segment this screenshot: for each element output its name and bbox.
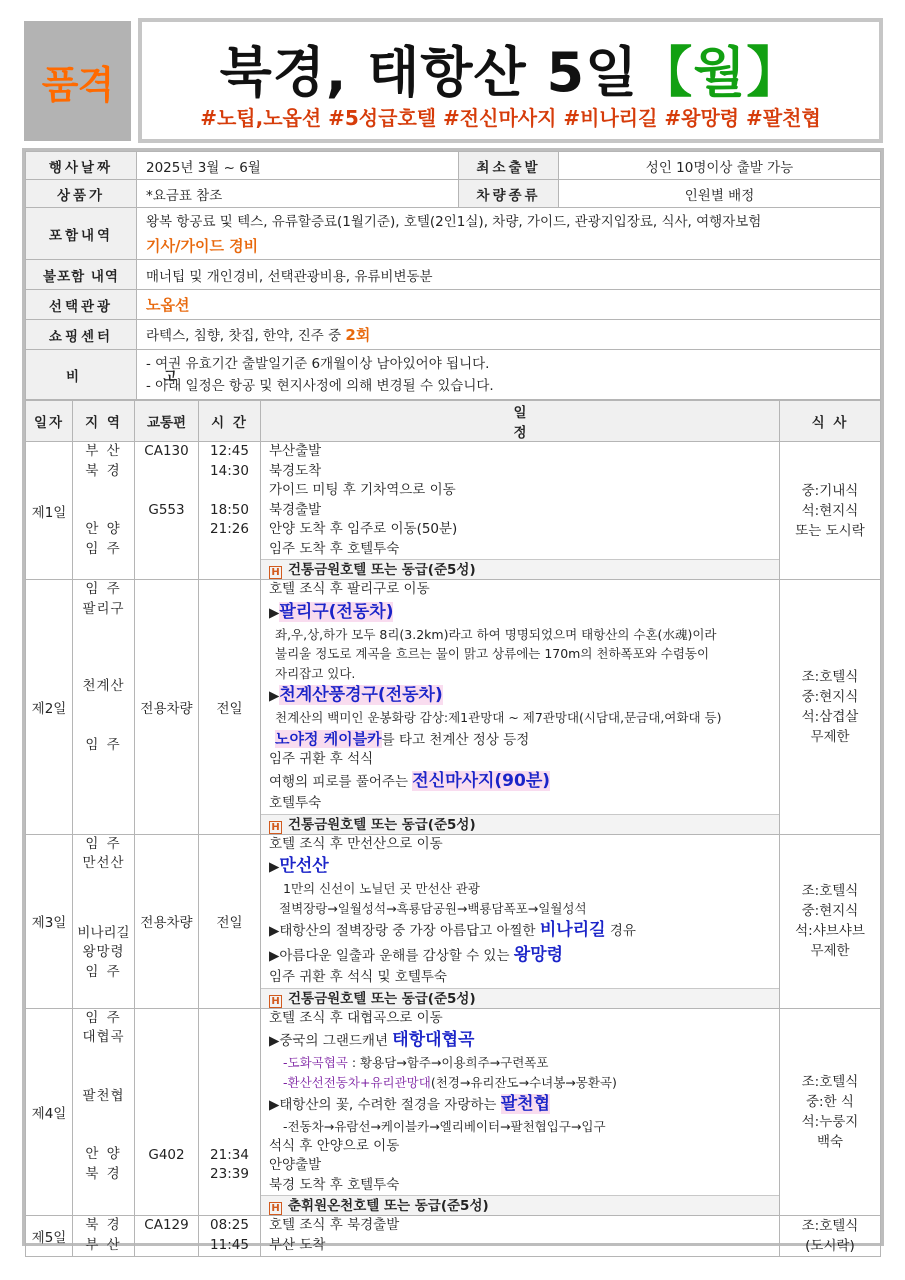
- attraction-cheongyesan: 천계산풍경구(전동차): [279, 685, 443, 705]
- schedule-line: 경유: [605, 923, 636, 939]
- location: 임 주: [85, 1009, 122, 1026]
- day3-meals: [780, 834, 881, 1008]
- day1-times: [199, 442, 261, 580]
- day-row-3: [26, 834, 881, 1008]
- location: 안 양: [85, 1146, 122, 1162]
- hotel-name: 건통금원호텔 또는 동급(준5성): [288, 816, 476, 833]
- schedule-line: ▶아름다운 일출과 운해를 감상할 수 있는: [269, 948, 514, 964]
- day-row-4: [26, 1008, 881, 1216]
- description-line: -전동차→유람선→케이블카→엘리베이터→팔천협입구→입구: [283, 1119, 606, 1134]
- hotel-icon: H: [269, 1202, 282, 1215]
- day5-transport: [135, 1216, 199, 1257]
- note-label: 비 고: [26, 350, 137, 400]
- description-line: 절벽장랑→일월성석→흑룡담공원→백룡담폭포→일월성석: [279, 900, 587, 916]
- time: 08:25: [210, 1217, 249, 1233]
- attraction-palligu: 팔리구(전동차): [279, 601, 394, 622]
- description-line: : 황용담→함주→이용희주→구련폭포: [347, 1055, 549, 1070]
- location: 임 주: [85, 581, 122, 597]
- include-value-extra: 기사/가이드 경비: [146, 236, 259, 255]
- massage-highlight: 전신마사지(90분): [412, 771, 551, 791]
- location: 북 경: [85, 1165, 122, 1182]
- sub-attraction: -환산선전동차+유리관망대: [283, 1074, 431, 1090]
- day-label: 제3일: [26, 834, 73, 1008]
- schedule-line: 안양출발: [269, 1157, 322, 1173]
- meal-line: 조:호텔식: [801, 1218, 859, 1234]
- day-label: 제2일: [26, 580, 73, 835]
- meal-line: 중:기내식: [801, 482, 859, 499]
- shop-value: 라텍스, 침향, 찻집, 한약, 진주 중: [146, 328, 346, 344]
- location: 안 양: [85, 521, 122, 537]
- location: 부 산: [85, 1236, 122, 1253]
- itinerary-header-row: [26, 401, 881, 442]
- location: 임 주: [85, 835, 122, 852]
- day2-meals: [780, 580, 881, 835]
- itinerary-table: [25, 400, 881, 1257]
- taihang-canyon-highlight: 태항대협곡: [392, 1030, 475, 1050]
- cable-car-highlight: 노야정 케이블카: [275, 729, 382, 748]
- schedule-line: 호텔 조식 후 팔리구로 이동: [269, 581, 430, 597]
- flight-number: CA130: [144, 443, 189, 459]
- description-line: 자리잡고 있다.: [275, 665, 356, 681]
- hotel-icon: H: [269, 566, 282, 579]
- include-label: 포함내역: [26, 208, 137, 260]
- meal-line: 석:현지식: [801, 502, 859, 519]
- price-value: *요금표 참조: [137, 180, 459, 208]
- time: 21:34: [210, 1146, 249, 1163]
- period-value: 2025년 3월 ~ 6월: [137, 152, 459, 180]
- train-number: G402: [148, 1146, 185, 1163]
- time: 14:30: [210, 462, 249, 479]
- shop-label: 쇼핑센터: [26, 320, 137, 350]
- hotel-name: 건통금원호텔 또는 동급(준5성): [288, 562, 476, 578]
- schedule-line: 부산 도착: [269, 1236, 326, 1253]
- schedule-line: 임주 도착 후 호텔투숙: [269, 540, 400, 557]
- badge-box: [24, 21, 131, 141]
- hotel-icon: H: [269, 995, 282, 1008]
- location: 팔천협: [82, 1087, 125, 1104]
- day-row-2: [26, 580, 881, 835]
- location: 천계산: [82, 678, 125, 694]
- schedule-line: 북경 도착 후 호텔투숙: [269, 1176, 400, 1193]
- day4-times: [199, 1008, 261, 1216]
- schedule-line: 부산출발: [269, 443, 322, 459]
- description-line: 불리울 정도로 계곡을 흐르는 물이 맑고 상류에는 170m의 천하폭포와 수렴동이: [275, 646, 710, 661]
- day1-transport: [135, 442, 199, 580]
- location: 만선산: [82, 855, 125, 871]
- day2-time: 전일: [199, 580, 261, 835]
- schedule-line: 북경출발: [269, 501, 322, 518]
- time: 21:26: [210, 521, 249, 537]
- vehicle-value: 인원별 배정: [559, 180, 881, 208]
- shop-count: 2회: [345, 326, 371, 344]
- day2-locations: [73, 580, 135, 835]
- day-label: 제5일: [26, 1216, 73, 1257]
- day1-locations: [73, 442, 135, 580]
- day5-times: [199, 1216, 261, 1257]
- location: 비나리길: [77, 924, 130, 941]
- day-label: 제1일: [26, 442, 73, 580]
- head-meal: 식 사: [780, 401, 881, 442]
- meal-line: 조:호텔식: [801, 668, 859, 685]
- day5-schedule: [261, 1216, 780, 1257]
- head-schedule: 일 정: [261, 401, 780, 442]
- note-line-2: - 아래 일정은 항공 및 현지사정에 의해 변경될 수 있습니다.: [146, 377, 494, 394]
- title-box: [138, 18, 883, 143]
- wangmangryeong-highlight: 왕망령: [513, 945, 564, 965]
- schedule-line: 안양 도착 후 임주로 이동(50분): [269, 521, 458, 537]
- time: 23:39: [210, 1166, 249, 1182]
- attraction-manseonsan: 만선산: [279, 856, 329, 876]
- document-frame: [22, 148, 884, 1254]
- location: 임 주: [85, 540, 122, 557]
- schedule-line: ▶태항산의 꽃, 수려한 절경을 자랑하는: [269, 1097, 501, 1113]
- meal-line: 중:한 식: [806, 1093, 854, 1110]
- schedule-line: 북경도착: [269, 462, 322, 479]
- schedule-line: ▶태항산의 절벽장랑 중 가장 아름답고 아찔한: [269, 923, 540, 939]
- include-value: 왕복 항공료 및 텍스, 유류할증료(1월기준), 호텔(2인1실), 차량, 가이드, 관광지입장료, 식사, 여행자보험: [146, 213, 762, 230]
- schedule-line: 임주 귀환 후 석식 및 호텔투숙: [269, 969, 447, 985]
- flight-number: CA129: [144, 1217, 189, 1233]
- meal-line: 석:샤브샤브: [795, 923, 865, 939]
- hashtag-subtitle: #노팁,노옵션 #5성급호텔 #전신마사지 #비나리길 #왕망령 #팔천협: [200, 106, 821, 130]
- option-label: 선택관광: [26, 290, 137, 320]
- meal-line: 중:현지식: [801, 903, 859, 919]
- day-row-5: [26, 1216, 881, 1257]
- meal-line: 무제한: [810, 728, 850, 745]
- day-row-1: [26, 442, 881, 580]
- meal-line: (도시락): [805, 1238, 855, 1254]
- hotel-name: 춘휘원온천호텔 또는 동급(준5성): [288, 1198, 489, 1214]
- head-time: 시 간: [199, 401, 261, 442]
- schedule-line: 임주 귀환 후 석식: [269, 750, 374, 767]
- meal-line: 석:누룽지: [801, 1113, 859, 1130]
- day4-transport: [135, 1008, 199, 1216]
- schedule-line: 여행의 피로를 풀어주는: [269, 774, 413, 790]
- hotel-name: 건통금원호텔 또는 동급(준5성): [288, 990, 476, 1007]
- day4-locations: [73, 1008, 135, 1216]
- time: 12:45: [210, 443, 249, 459]
- badge-text: 품격: [41, 62, 114, 107]
- day1-meals: [780, 442, 881, 580]
- info-table: [25, 151, 881, 400]
- schedule-line: 호텔 조식 후 대협곡으로 이동: [269, 1009, 443, 1026]
- min-label: 최소출발: [459, 152, 559, 180]
- hotel-line: [261, 559, 779, 579]
- schedule-line: 호텔 조식 후 북경출발: [269, 1217, 400, 1233]
- hotel-line: [261, 814, 779, 834]
- day5-locations: [73, 1216, 135, 1257]
- meal-line: 백숙: [816, 1133, 844, 1150]
- day3-schedule: 호텔 조식 후 만선산으로 이동 ▶만선산 1만의 신선이 노닐던 곳 만선산 관광 절벽장랑→일월성석→흑룡담공원→백룡담폭포→일월성석 ▶태항산의 절벽장랑 중 가장 아름답고 아찔한 비나리길 경유 ▶아름다운 일출과 운해를 감상할 수 있는 왕망령 임주 귀환 후 석식 및 호텔투숙 H 건통금원호텔 또는 동급(준5성): [261, 834, 780, 1008]
- location: 대협곡: [82, 1029, 125, 1045]
- note-line-1: - 여권 유효기간 출발일기준 6개월이상 남아있어야 됩니다.: [146, 355, 490, 372]
- day4-schedule: [261, 1008, 780, 1216]
- location: 팔리구: [82, 600, 125, 617]
- location: 북 경: [85, 462, 122, 479]
- head-region: 지 역: [73, 401, 135, 442]
- sub-attraction: -도화곡협곡: [283, 1055, 348, 1070]
- location: 임 주: [85, 963, 122, 980]
- schedule-line: 석식 후 안양으로 이동: [269, 1137, 400, 1154]
- option-value: 노옵션: [137, 290, 881, 320]
- schedule-line: ▶중국의 그랜드캐년: [269, 1033, 393, 1049]
- head-day: 일자: [26, 401, 73, 442]
- hotel-line: [261, 988, 779, 1008]
- exclude-value: 매너팁 및 개인경비, 선택관광비용, 유류비변동분: [137, 260, 881, 290]
- title-main: 북경, 태항산 5일: [219, 41, 639, 104]
- location: 임 주: [85, 736, 122, 753]
- day-label: 제4일: [26, 1008, 73, 1216]
- price-label: 상품가: [26, 180, 137, 208]
- day2-schedule: 호텔 조식 후 팔리구로 이동 ▶팔리구(전동차) 좌,우,상,하가 모두 8리(3.2km)라고 하여 명명되었으며 태항산의 수혼(水魂)이라 불리울 정도로 계곡을 흐르는 물이 맑고 상류에는 170m의 천하폭포와 수렴동이 자리잡고 있다. ▶천계산풍경구(전동차) 천계산의 백미인 운봉화랑 감상:제1관망대 ~ 제7관망대(시담대,문금대,여화대 등) 노야정 케이블카를 타고 천계산 정상 등정 임주 귀환 후 석식 여행의 피로를 풀어주는 전신마사지(90분) 호텔투숙 H 건통금원호텔 또는 동급(준5성): [261, 580, 780, 835]
- note-cell: [137, 350, 881, 400]
- schedule-line: 호텔 조식 후 만선산으로 이동: [269, 835, 443, 852]
- period-label: 행사날짜: [26, 152, 137, 180]
- schedule-line: 를 타고 천계산 정상 등정: [381, 731, 530, 748]
- day3-locations: [73, 834, 135, 1008]
- time: 18:50: [210, 501, 249, 518]
- description-line: 1만의 신선이 노닐던 곳 만선산 관광: [283, 881, 480, 896]
- day5-meals: [780, 1216, 881, 1257]
- day4-meals: [780, 1008, 881, 1216]
- min-value: 성인 10명이상 출발 가능: [559, 152, 881, 180]
- meal-line: 무제한: [810, 943, 850, 959]
- hotel-icon: H: [269, 821, 282, 834]
- day3-transport: 전용차량: [135, 834, 199, 1008]
- location: 북 경: [85, 1217, 122, 1233]
- meal-line: 조:호텔식: [801, 883, 859, 899]
- vehicle-label: 차량종류: [459, 180, 559, 208]
- location: 부 산: [85, 443, 122, 459]
- schedule-line: 호텔투숙: [269, 795, 322, 811]
- day1-schedule: [261, 442, 780, 580]
- day3-time: 전일: [199, 834, 261, 1008]
- train-number: G553: [148, 501, 185, 518]
- hotel-line: [261, 1195, 779, 1215]
- binarigil-highlight: 비나리길: [539, 920, 606, 940]
- meal-line: 또는 도시락: [795, 522, 865, 539]
- description-line: 천계산의 백미인 운봉화랑 감상:제1관망대 ~ 제7관망대(시담대,문금대,여화대 등): [275, 710, 722, 725]
- title-suffix: 【월】: [638, 41, 802, 104]
- exclude-label: 불포함 내역: [26, 260, 137, 290]
- page-title: [142, 30, 879, 107]
- meal-line: 석:삼겹살: [801, 708, 859, 725]
- palcheonhyeop-highlight: 팔천협: [500, 1094, 551, 1114]
- time: 11:45: [210, 1236, 249, 1253]
- description-line: 좌,우,상,하가 모두 8리(3.2km)라고 하여 명명되었으며 태항산의 수혼(水魂)이라: [275, 626, 717, 642]
- meal-line: 조:호텔식: [801, 1073, 859, 1090]
- head-transport: 교통편: [135, 401, 199, 442]
- meal-line: 중:현지식: [801, 688, 859, 705]
- include-cell: [137, 208, 881, 260]
- description-line: (천경→유리잔도→수녀봉→몽환곡): [430, 1074, 617, 1090]
- location: 왕망령: [82, 944, 125, 960]
- schedule-line: 가이드 미팅 후 기차역으로 이동: [269, 482, 456, 498]
- day2-transport: 전용차량: [135, 580, 199, 835]
- shop-cell: [137, 320, 881, 350]
